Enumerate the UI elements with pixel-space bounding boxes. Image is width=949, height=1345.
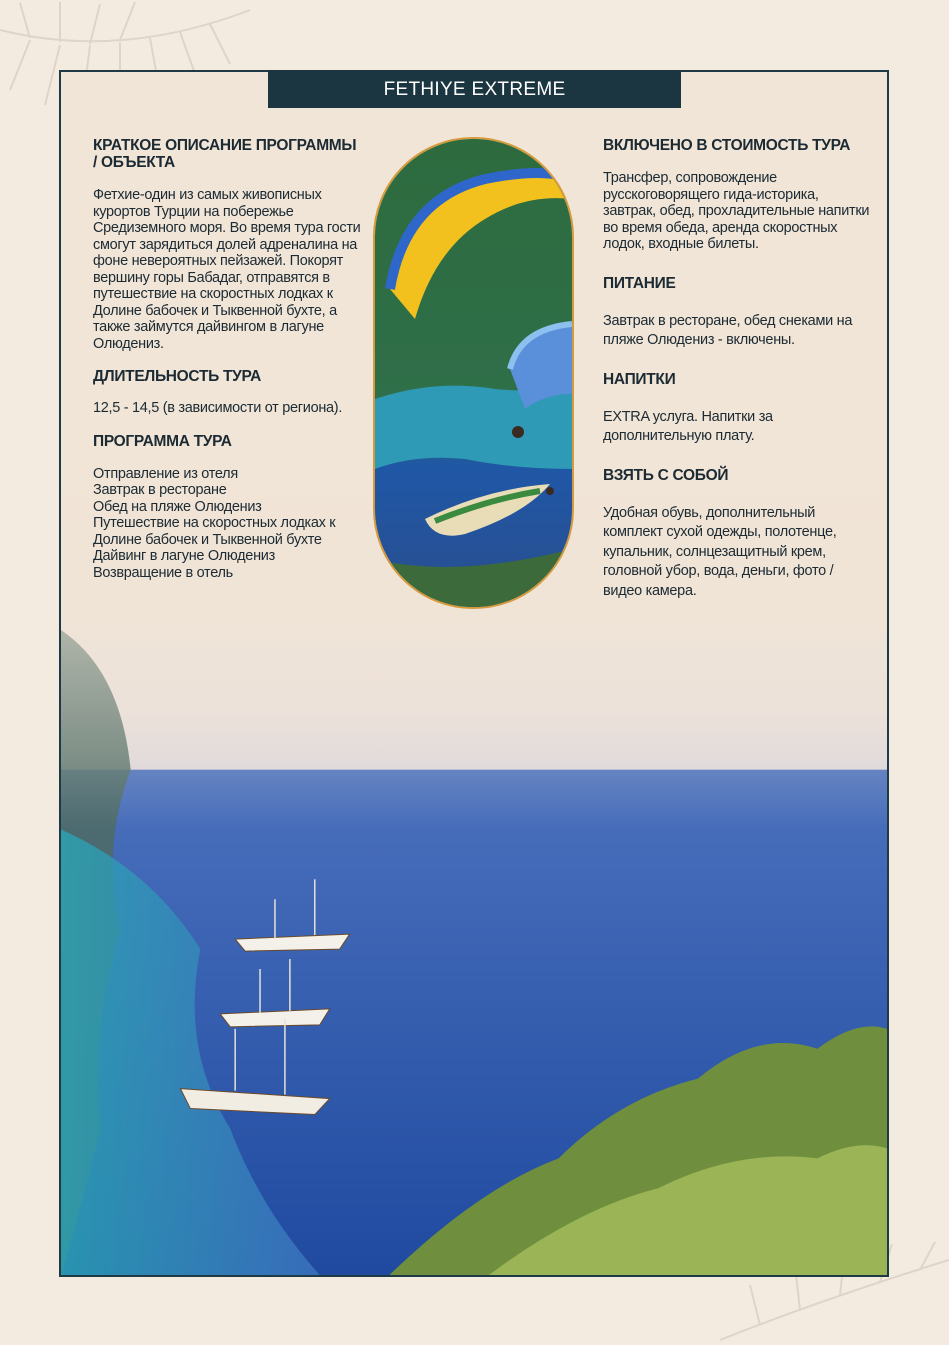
list-item: Обед на пляже Олюдениз <box>93 498 262 515</box>
right-column <box>603 137 873 601</box>
included-text: Трансфер, сопровождение русскоговорящего гида-историка, завтрак, обед, прохладительные напитки во время обеда, аренда скоростных лодок, входные билеты. <box>603 170 870 252</box>
list-item: Завтрак в ресторане <box>93 482 227 498</box>
included-heading: ВКЛЮЧЕНО В СТОИМОСТЬ ТУРА <box>603 137 851 154</box>
left-column <box>93 137 361 581</box>
program-heading: ПРОГРАММА ТУРА <box>93 432 232 450</box>
overview-text: Фетхие-один из самых живописных курортов Турции на побережье Средиземного моря. Во время тура гости смогут зарядиться долей адреналина на фоне невероятных пейзажей. Покорят вершину горы Бабадаг, отправятся в путешествие на скоростных лодках к Долине бабочек и Тыквенной бухте, а также займутся дайвингом в лагуне Олюдениз. <box>93 187 361 352</box>
list-item: Дайвинг в лагуне Олюдениз <box>93 548 275 564</box>
page-title-banner <box>268 70 681 108</box>
duration-heading: ДЛИТЕЛЬНОСТЬ ТУРА <box>93 368 262 385</box>
food-text: Завтрак в ресторане, обед снеками на пляже Олюдениз - включены. <box>603 312 853 348</box>
overview-heading: КРАТКОЕ ОПИСАНИЕ ПРОГРАММЫ / ОБЪЕКТА <box>93 137 357 171</box>
list-item: Возвращение в отель <box>93 564 233 581</box>
paragliding-photo <box>373 137 574 609</box>
drinks-text: EXTRA услуга. Напитки за дополнительную плату. <box>603 408 773 444</box>
duration-text: 12,5 - 14,5 (в зависимости от региона). <box>93 400 343 416</box>
program-list <box>93 466 361 582</box>
food-heading: ПИТАНИЕ <box>603 274 676 292</box>
paragliding-illustration <box>375 139 572 607</box>
list-item: Путешествие на скоростных лодках к Долине бабочек и Тыквенной бухте <box>93 515 336 548</box>
page-title: FETHIYE EXTREME <box>383 79 566 100</box>
list-item: Отправление из отеля <box>93 465 238 482</box>
drinks-heading: НАПИТКИ <box>603 370 676 388</box>
bring-text: Удобная обувь, дополнительный комплект сухой одежды, полотенце, купальник, солнцезащитный крем, головной убор, вода, деньги, фото / видео камера. <box>603 504 837 599</box>
bring-heading: ВЗЯТЬ С СОБОЙ <box>603 466 729 484</box>
